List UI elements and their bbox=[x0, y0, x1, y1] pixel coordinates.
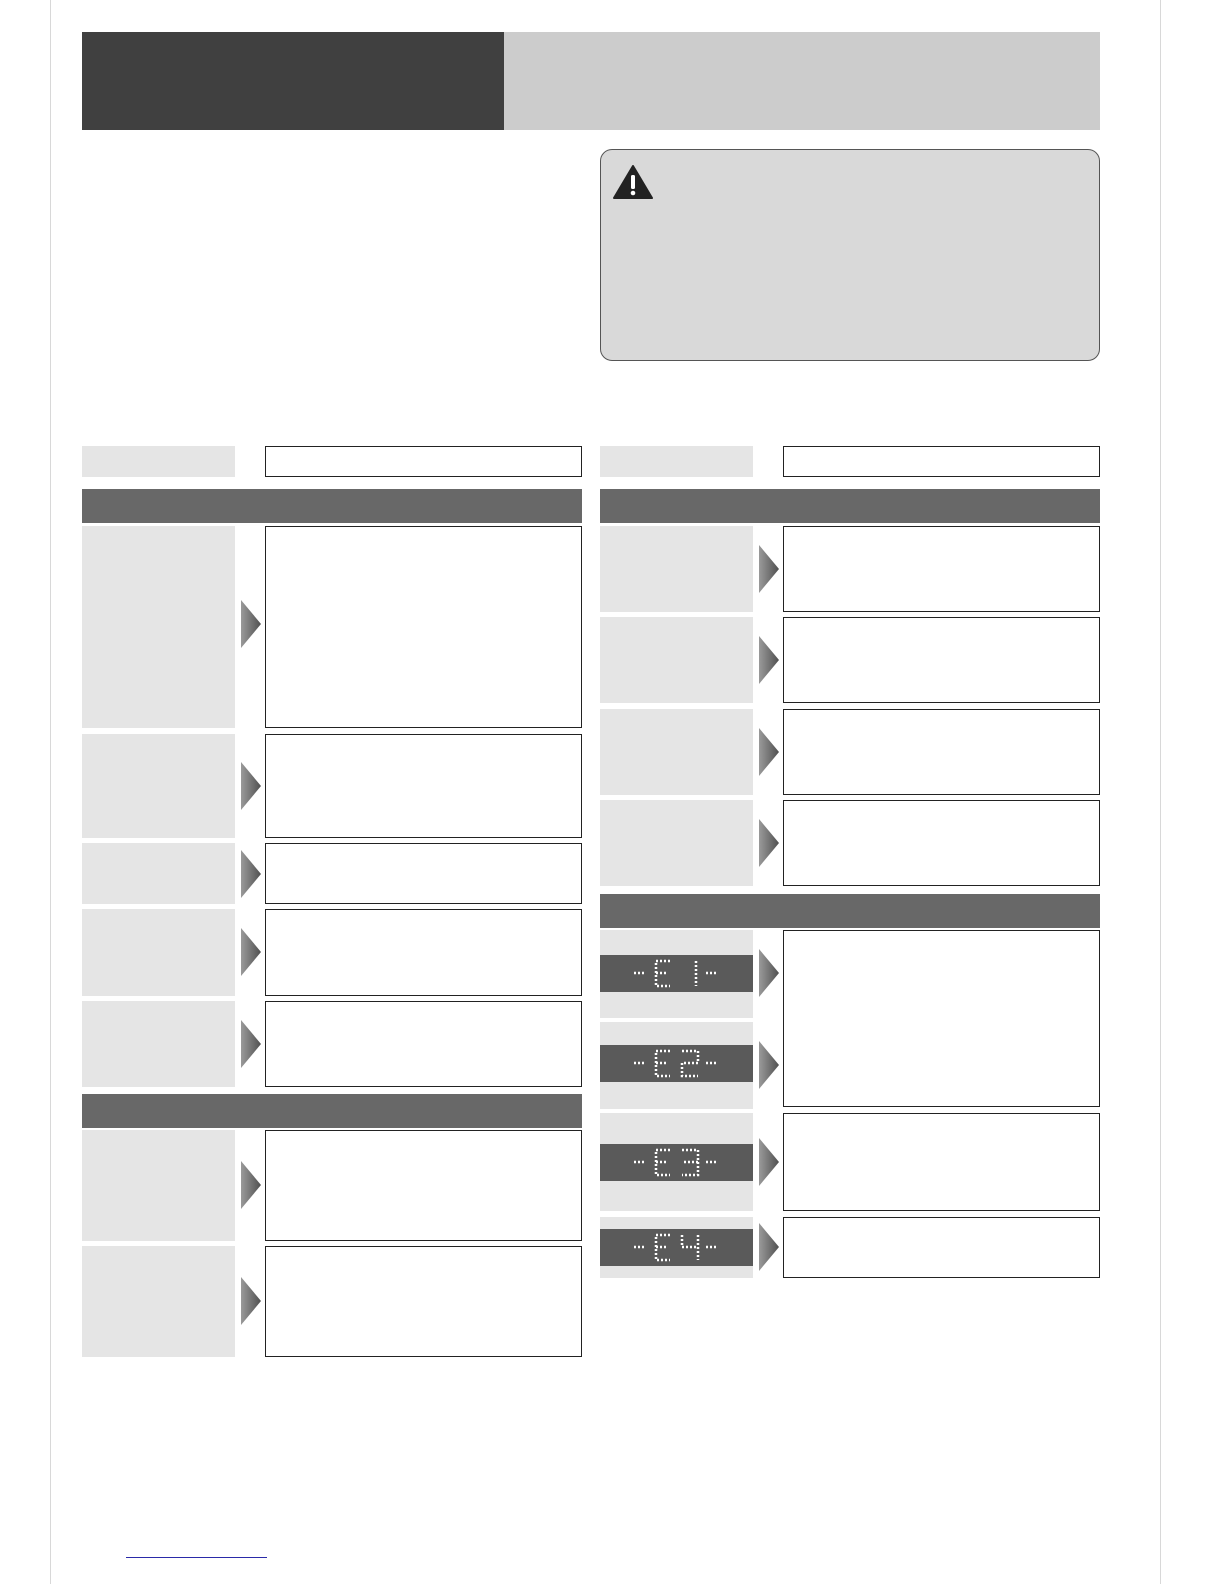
arrow-right-icon bbox=[758, 1222, 780, 1272]
symptom-cell bbox=[82, 734, 235, 838]
remedy-box bbox=[265, 1001, 582, 1087]
remedy-box bbox=[265, 526, 582, 728]
remedy-box bbox=[783, 617, 1100, 703]
footer-link-underline[interactable] bbox=[126, 1557, 267, 1558]
remedy-box bbox=[265, 909, 582, 996]
symptom-cell bbox=[82, 1246, 235, 1357]
lcd-e4-icon bbox=[600, 1229, 753, 1266]
page-border-right bbox=[1160, 0, 1161, 1584]
arrow-right-icon bbox=[758, 1137, 780, 1187]
arrow-right-icon bbox=[240, 927, 262, 977]
warning-box bbox=[600, 149, 1100, 361]
arrow-right-icon bbox=[758, 635, 780, 685]
remedy-box bbox=[265, 734, 582, 838]
warning-triangle-icon bbox=[612, 164, 654, 200]
remedy-box bbox=[783, 1113, 1100, 1211]
arrow-right-icon bbox=[240, 761, 262, 811]
remedy-box bbox=[783, 1217, 1100, 1278]
column-header-cause-left bbox=[82, 446, 235, 477]
symptom-cell bbox=[82, 843, 235, 904]
arrow-right-icon bbox=[240, 599, 262, 649]
symptom-cell bbox=[82, 1130, 235, 1241]
arrow-right-icon bbox=[240, 1019, 262, 1069]
column-header-cause-right bbox=[600, 446, 753, 477]
section-bar-2 bbox=[82, 1094, 582, 1128]
lcd-e2-icon bbox=[600, 1045, 753, 1082]
remedy-box bbox=[265, 1130, 582, 1241]
remedy-box bbox=[783, 800, 1100, 886]
column-header-remedy-right bbox=[783, 446, 1100, 477]
symptom-cell bbox=[600, 526, 753, 612]
remedy-box bbox=[265, 843, 582, 904]
remedy-box bbox=[783, 930, 1100, 1107]
column-header-remedy-left bbox=[265, 446, 582, 477]
lcd-e3-icon bbox=[600, 1144, 753, 1181]
symptom-cell bbox=[600, 617, 753, 703]
section-bar-4 bbox=[600, 894, 1100, 928]
symptom-cell bbox=[600, 800, 753, 886]
arrow-right-icon bbox=[240, 849, 262, 899]
page-border-left bbox=[50, 0, 51, 1584]
remedy-box bbox=[783, 709, 1100, 795]
arrow-right-icon bbox=[758, 818, 780, 868]
header-subtitle-block bbox=[504, 32, 1100, 130]
header-title-block bbox=[82, 32, 504, 130]
arrow-right-icon bbox=[240, 1276, 262, 1326]
symptom-cell bbox=[82, 909, 235, 996]
section-bar-3 bbox=[600, 489, 1100, 523]
arrow-right-icon bbox=[758, 1040, 780, 1090]
arrow-right-icon bbox=[758, 544, 780, 594]
arrow-right-icon bbox=[758, 727, 780, 777]
remedy-box bbox=[265, 1246, 582, 1357]
remedy-box bbox=[783, 526, 1100, 612]
symptom-cell bbox=[600, 709, 753, 795]
lcd-e1-icon bbox=[600, 955, 753, 992]
section-bar-1 bbox=[82, 489, 582, 523]
arrow-right-icon bbox=[240, 1160, 262, 1210]
symptom-cell bbox=[82, 1001, 235, 1087]
symptom-cell bbox=[82, 526, 235, 728]
arrow-right-icon bbox=[758, 948, 780, 998]
